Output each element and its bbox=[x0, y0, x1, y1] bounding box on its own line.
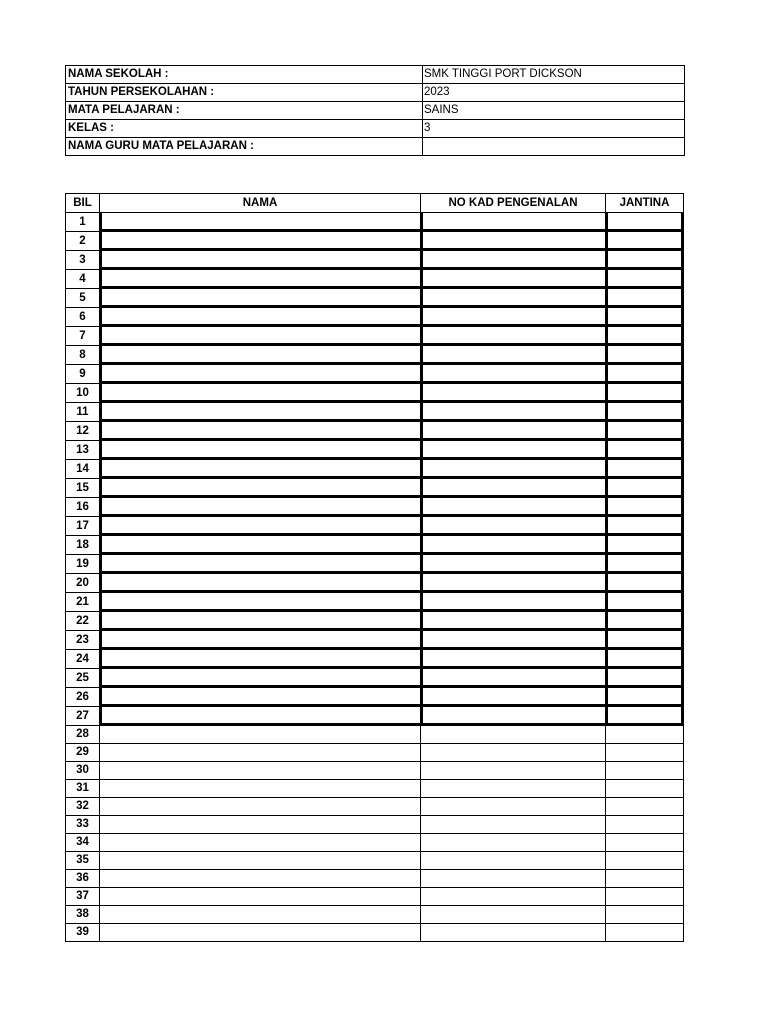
ic-cell[interactable] bbox=[421, 232, 606, 251]
bil-cell: 15 bbox=[66, 479, 100, 498]
bil-cell: 38 bbox=[66, 906, 100, 924]
jantina-cell[interactable] bbox=[606, 365, 684, 384]
table-row bbox=[66, 650, 684, 669]
school-info-table bbox=[65, 65, 685, 156]
table-row bbox=[66, 422, 684, 441]
info-label: NAMA SEKOLAH : bbox=[66, 66, 423, 84]
jantina-cell[interactable] bbox=[606, 780, 684, 798]
jantina-cell[interactable] bbox=[606, 834, 684, 852]
bil-cell: 37 bbox=[66, 888, 100, 906]
table-row bbox=[66, 707, 684, 726]
ic-cell[interactable] bbox=[421, 593, 606, 612]
ic-cell[interactable] bbox=[421, 798, 606, 816]
bil-cell: 35 bbox=[66, 852, 100, 870]
table-row bbox=[66, 593, 684, 612]
info-label: MATA PELAJARAN : bbox=[66, 102, 423, 120]
nama-cell[interactable] bbox=[100, 327, 421, 346]
ic-cell[interactable] bbox=[421, 327, 606, 346]
bil-cell: 31 bbox=[66, 780, 100, 798]
student-list-table bbox=[65, 193, 684, 942]
ic-cell[interactable] bbox=[421, 744, 606, 762]
bil-cell: 16 bbox=[66, 498, 100, 517]
bil-cell: 29 bbox=[66, 744, 100, 762]
table-row bbox=[66, 762, 684, 780]
ic-cell[interactable] bbox=[421, 403, 606, 422]
bil-cell: 1 bbox=[66, 213, 100, 232]
jantina-cell[interactable] bbox=[606, 574, 684, 593]
table-row bbox=[66, 726, 684, 744]
table-row bbox=[66, 744, 684, 762]
nama-cell[interactable] bbox=[100, 213, 421, 232]
bil-cell: 5 bbox=[66, 289, 100, 308]
nama-cell[interactable] bbox=[100, 816, 421, 834]
ic-cell[interactable] bbox=[421, 289, 606, 308]
bil-cell: 17 bbox=[66, 517, 100, 536]
nama-cell[interactable] bbox=[100, 232, 421, 251]
bil-cell: 11 bbox=[66, 403, 100, 422]
table-row bbox=[66, 669, 684, 688]
jantina-cell[interactable] bbox=[606, 422, 684, 441]
nama-cell[interactable] bbox=[100, 555, 421, 574]
table-row bbox=[66, 479, 684, 498]
table-row bbox=[66, 834, 684, 852]
nama-cell[interactable] bbox=[100, 365, 421, 384]
table-row bbox=[66, 460, 684, 479]
bil-cell: 13 bbox=[66, 441, 100, 460]
ic-cell[interactable] bbox=[421, 498, 606, 517]
table-row bbox=[66, 213, 684, 232]
jantina-cell[interactable] bbox=[606, 744, 684, 762]
jantina-cell[interactable] bbox=[606, 536, 684, 555]
info-value[interactable] bbox=[423, 138, 685, 156]
jantina-cell[interactable] bbox=[606, 906, 684, 924]
table-row bbox=[66, 517, 684, 536]
nama-cell[interactable] bbox=[100, 422, 421, 441]
jantina-cell[interactable] bbox=[606, 888, 684, 906]
table-row bbox=[66, 441, 684, 460]
nama-cell[interactable] bbox=[100, 852, 421, 870]
nama-cell[interactable] bbox=[100, 631, 421, 650]
nama-cell[interactable] bbox=[100, 906, 421, 924]
ic-cell[interactable] bbox=[421, 650, 606, 669]
ic-cell[interactable] bbox=[421, 612, 606, 631]
table-row bbox=[66, 906, 684, 924]
jantina-cell[interactable] bbox=[606, 251, 684, 270]
ic-cell[interactable] bbox=[421, 251, 606, 270]
jantina-cell[interactable] bbox=[606, 852, 684, 870]
table-row bbox=[66, 365, 684, 384]
nama-cell[interactable] bbox=[100, 593, 421, 612]
bil-cell: 14 bbox=[66, 460, 100, 479]
ic-cell[interactable] bbox=[421, 536, 606, 555]
nama-cell[interactable] bbox=[100, 726, 421, 744]
ic-cell[interactable] bbox=[421, 669, 606, 688]
bil-cell: 34 bbox=[66, 834, 100, 852]
bil-cell: 22 bbox=[66, 612, 100, 631]
ic-cell[interactable] bbox=[421, 688, 606, 707]
table-row bbox=[66, 232, 684, 251]
nama-cell[interactable] bbox=[100, 834, 421, 852]
jantina-cell[interactable] bbox=[606, 270, 684, 289]
student-rows bbox=[66, 213, 684, 942]
jantina-cell[interactable] bbox=[606, 707, 684, 726]
table-row bbox=[66, 924, 684, 942]
bil-cell: 39 bbox=[66, 924, 100, 942]
table-row bbox=[66, 888, 684, 906]
jantina-cell[interactable] bbox=[606, 816, 684, 834]
bil-cell: 32 bbox=[66, 798, 100, 816]
nama-cell[interactable] bbox=[100, 798, 421, 816]
jantina-cell[interactable] bbox=[606, 631, 684, 650]
bil-cell: 6 bbox=[66, 308, 100, 327]
ic-cell[interactable] bbox=[421, 517, 606, 536]
table-row bbox=[66, 852, 684, 870]
ic-cell[interactable] bbox=[421, 870, 606, 888]
ic-cell[interactable] bbox=[421, 574, 606, 593]
jantina-cell[interactable] bbox=[606, 762, 684, 780]
nama-cell[interactable] bbox=[100, 669, 421, 688]
nama-cell[interactable] bbox=[100, 650, 421, 669]
header-ic: NO KAD PENGENALAN bbox=[421, 194, 606, 213]
ic-cell[interactable] bbox=[421, 213, 606, 232]
ic-cell[interactable] bbox=[421, 365, 606, 384]
info-row bbox=[66, 102, 685, 120]
nama-cell[interactable] bbox=[100, 289, 421, 308]
jantina-cell[interactable] bbox=[606, 593, 684, 612]
nama-cell[interactable] bbox=[100, 251, 421, 270]
nama-cell[interactable] bbox=[100, 707, 421, 726]
jantina-cell[interactable] bbox=[606, 688, 684, 707]
bil-cell: 12 bbox=[66, 422, 100, 441]
nama-cell[interactable] bbox=[100, 479, 421, 498]
ic-cell[interactable] bbox=[421, 707, 606, 726]
nama-cell[interactable] bbox=[100, 780, 421, 798]
bil-cell: 9 bbox=[66, 365, 100, 384]
header-row bbox=[66, 194, 684, 213]
jantina-cell[interactable] bbox=[606, 232, 684, 251]
nama-cell[interactable] bbox=[100, 924, 421, 942]
jantina-cell[interactable] bbox=[606, 669, 684, 688]
bil-cell: 4 bbox=[66, 270, 100, 289]
table-row bbox=[66, 555, 684, 574]
bil-cell: 24 bbox=[66, 650, 100, 669]
ic-cell[interactable] bbox=[421, 555, 606, 574]
ic-cell[interactable] bbox=[421, 422, 606, 441]
jantina-cell[interactable] bbox=[606, 870, 684, 888]
ic-cell[interactable] bbox=[421, 631, 606, 650]
ic-cell[interactable] bbox=[421, 384, 606, 403]
bil-cell: 10 bbox=[66, 384, 100, 403]
table-row bbox=[66, 870, 684, 888]
info-label: KELAS : bbox=[66, 120, 423, 138]
jantina-cell[interactable] bbox=[606, 612, 684, 631]
table-row bbox=[66, 574, 684, 593]
bil-cell: 18 bbox=[66, 536, 100, 555]
ic-cell[interactable] bbox=[421, 852, 606, 870]
jantina-cell[interactable] bbox=[606, 308, 684, 327]
jantina-cell[interactable] bbox=[606, 726, 684, 744]
table-row bbox=[66, 688, 684, 707]
nama-cell[interactable] bbox=[100, 574, 421, 593]
jantina-cell[interactable] bbox=[606, 479, 684, 498]
header-bil: BIL bbox=[66, 194, 100, 213]
nama-cell[interactable] bbox=[100, 346, 421, 365]
nama-cell[interactable] bbox=[100, 744, 421, 762]
nama-cell[interactable] bbox=[100, 498, 421, 517]
bil-cell: 7 bbox=[66, 327, 100, 346]
table-row bbox=[66, 536, 684, 555]
info-value[interactable]: 3 bbox=[423, 120, 685, 138]
table-row bbox=[66, 816, 684, 834]
ic-cell[interactable] bbox=[421, 924, 606, 942]
jantina-cell[interactable] bbox=[606, 924, 684, 942]
nama-cell[interactable] bbox=[100, 762, 421, 780]
table-row bbox=[66, 384, 684, 403]
ic-cell[interactable] bbox=[421, 270, 606, 289]
info-label: NAMA GURU MATA PELAJARAN : bbox=[66, 138, 423, 156]
table-row bbox=[66, 289, 684, 308]
ic-cell[interactable] bbox=[421, 906, 606, 924]
ic-cell[interactable] bbox=[421, 762, 606, 780]
jantina-cell[interactable] bbox=[606, 289, 684, 308]
jantina-cell[interactable] bbox=[606, 346, 684, 365]
jantina-cell[interactable] bbox=[606, 555, 684, 574]
info-row bbox=[66, 66, 685, 84]
bil-cell: 19 bbox=[66, 555, 100, 574]
jantina-cell[interactable] bbox=[606, 650, 684, 669]
ic-cell[interactable] bbox=[421, 726, 606, 744]
ic-cell[interactable] bbox=[421, 834, 606, 852]
ic-cell[interactable] bbox=[421, 308, 606, 327]
jantina-cell[interactable] bbox=[606, 517, 684, 536]
header-jantina: JANTINA bbox=[606, 194, 684, 213]
table-row bbox=[66, 498, 684, 517]
table-row bbox=[66, 403, 684, 422]
nama-cell[interactable] bbox=[100, 517, 421, 536]
info-row bbox=[66, 120, 685, 138]
nama-cell[interactable] bbox=[100, 460, 421, 479]
bil-cell: 27 bbox=[66, 707, 100, 726]
jantina-cell[interactable] bbox=[606, 213, 684, 232]
jantina-cell[interactable] bbox=[606, 384, 684, 403]
nama-cell[interactable] bbox=[100, 612, 421, 631]
bil-cell: 3 bbox=[66, 251, 100, 270]
info-rows bbox=[66, 66, 685, 156]
bil-cell: 8 bbox=[66, 346, 100, 365]
bil-cell: 26 bbox=[66, 688, 100, 707]
table-row bbox=[66, 251, 684, 270]
bil-cell: 21 bbox=[66, 593, 100, 612]
bil-cell: 36 bbox=[66, 870, 100, 888]
nama-cell[interactable] bbox=[100, 270, 421, 289]
ic-cell[interactable] bbox=[421, 816, 606, 834]
jantina-cell[interactable] bbox=[606, 327, 684, 346]
jantina-cell[interactable] bbox=[606, 498, 684, 517]
info-value[interactable]: SMK TINGGI PORT DICKSON bbox=[423, 66, 685, 84]
bil-cell: 23 bbox=[66, 631, 100, 650]
info-value[interactable]: 2023 bbox=[423, 84, 685, 102]
bil-cell: 25 bbox=[66, 669, 100, 688]
bil-cell: 20 bbox=[66, 574, 100, 593]
jantina-cell[interactable] bbox=[606, 441, 684, 460]
table-row bbox=[66, 327, 684, 346]
jantina-cell[interactable] bbox=[606, 403, 684, 422]
ic-cell[interactable] bbox=[421, 460, 606, 479]
ic-cell[interactable] bbox=[421, 780, 606, 798]
nama-cell[interactable] bbox=[100, 441, 421, 460]
table-row bbox=[66, 270, 684, 289]
bil-cell: 30 bbox=[66, 762, 100, 780]
table-row bbox=[66, 346, 684, 365]
info-label: TAHUN PERSEKOLAHAN : bbox=[66, 84, 423, 102]
header-nama: NAMA bbox=[100, 194, 421, 213]
bil-cell: 2 bbox=[66, 232, 100, 251]
jantina-cell[interactable] bbox=[606, 460, 684, 479]
ic-cell[interactable] bbox=[421, 346, 606, 365]
info-value[interactable]: SAINS bbox=[423, 102, 685, 120]
table-row bbox=[66, 308, 684, 327]
nama-cell[interactable] bbox=[100, 688, 421, 707]
nama-cell[interactable] bbox=[100, 888, 421, 906]
nama-cell[interactable] bbox=[100, 308, 421, 327]
ic-cell[interactable] bbox=[421, 479, 606, 498]
info-row bbox=[66, 138, 685, 156]
info-row bbox=[66, 84, 685, 102]
nama-cell[interactable] bbox=[100, 384, 421, 403]
nama-cell[interactable] bbox=[100, 403, 421, 422]
jantina-cell[interactable] bbox=[606, 798, 684, 816]
table-row bbox=[66, 631, 684, 650]
nama-cell[interactable] bbox=[100, 870, 421, 888]
bil-cell: 28 bbox=[66, 726, 100, 744]
bil-cell: 33 bbox=[66, 816, 100, 834]
ic-cell[interactable] bbox=[421, 441, 606, 460]
table-row bbox=[66, 798, 684, 816]
table-row bbox=[66, 612, 684, 631]
ic-cell[interactable] bbox=[421, 888, 606, 906]
nama-cell[interactable] bbox=[100, 536, 421, 555]
table-row bbox=[66, 780, 684, 798]
